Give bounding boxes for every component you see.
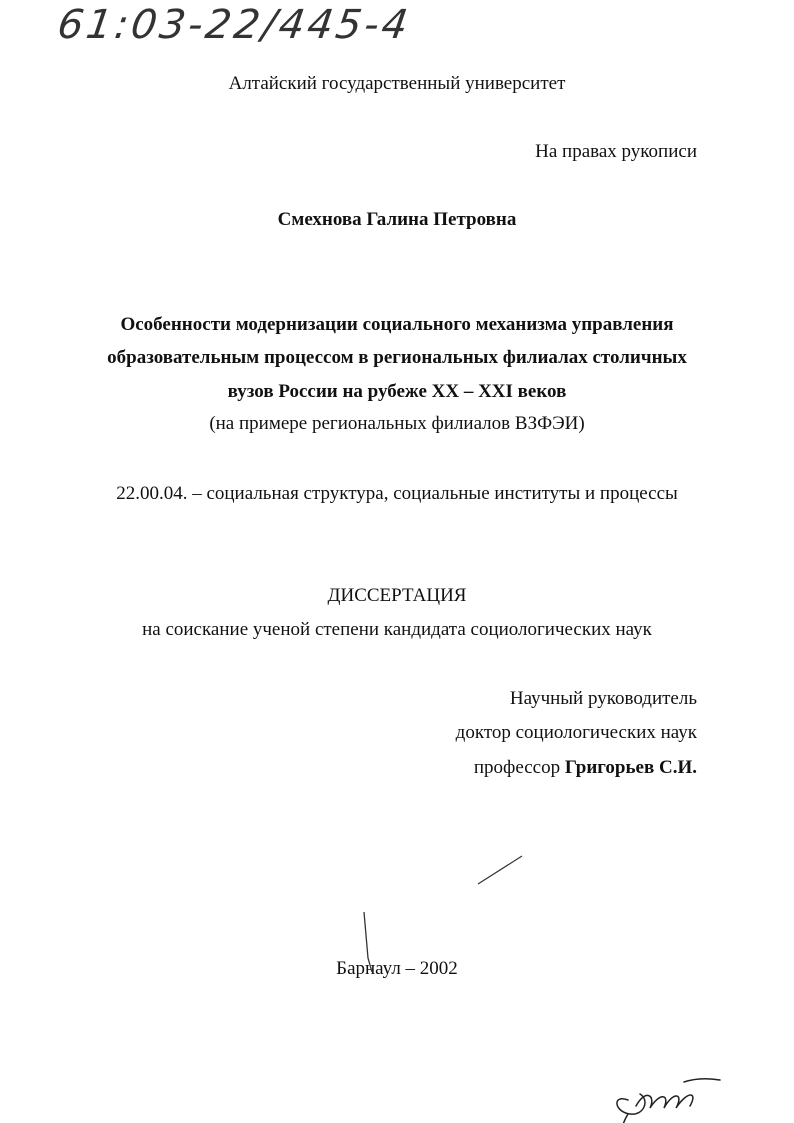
specialty-code: 22.00.04. – социальная структура, социальные институты и процессы [116, 483, 678, 504]
archive-stamp-number: 61:03-22/445-4 [54, 2, 414, 48]
supervisor-degree: доктор социологических наук [455, 722, 697, 743]
title-subtitle: (на примере региональных филиалов ВЗФЭИ) [209, 413, 585, 434]
document-type: ДИССЕРТАЦИЯ [327, 585, 467, 606]
handwritten-signature [617, 1079, 720, 1123]
title-line-3: вузов России на рубеже XX – XXI веков [227, 381, 567, 402]
author-name: Смехнова Галина Петровна [277, 209, 517, 230]
title-line-2: образовательным процессом в региональных филиалах столичных [107, 347, 687, 368]
supervisor-title: профессор [473, 757, 561, 778]
pen-vertical-mark [364, 912, 372, 972]
supervisor-role: Научный руководитель [509, 688, 697, 709]
supervisor-name: Григорьев С.И. [564, 757, 697, 778]
manuscript-rights-note: На правах рукописи [535, 141, 697, 162]
university-name: Алтайский государственный университет [228, 73, 566, 94]
city-year: Барнаул – 2002 [336, 958, 458, 979]
degree-statement: на соискание ученой степени кандидата социологических наук [142, 619, 652, 640]
title-line-1: Особенности модернизации социального механизма управления [120, 314, 674, 335]
pen-stroke-mark [478, 856, 522, 884]
